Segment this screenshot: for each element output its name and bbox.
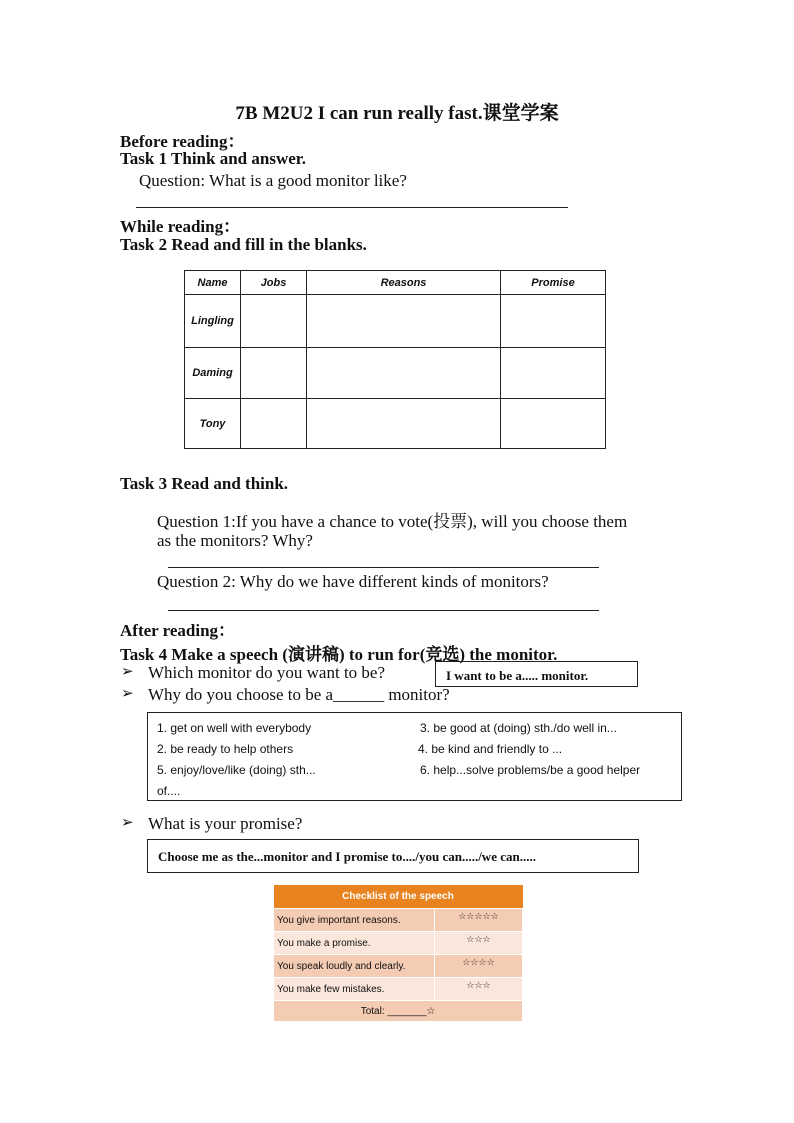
answer-line-1[interactable]: [136, 207, 568, 208]
arrow-bullet-icon: ➢: [121, 664, 134, 680]
answer-box-monitor-text: I want to be a..... monitor.: [446, 668, 589, 683]
checklist-item: You make few mistakes.: [274, 978, 435, 1001]
reason-item: of....: [157, 784, 181, 798]
task1-heading: Task 1 Think and answer.: [120, 149, 307, 168]
checklist-row: [274, 932, 523, 955]
task1-question: Question: What is a good monitor like?: [139, 171, 407, 190]
fill-in-table: [184, 270, 606, 449]
task3-heading: Task 3 Read and think.: [120, 474, 289, 493]
checklist-stars[interactable]: ☆☆☆: [435, 978, 523, 1001]
page-title: 7B M2U2 I can run really fast.课堂学案: [235, 103, 559, 124]
bullet-promise: What is your promise?: [148, 814, 303, 833]
while-reading-heading: While reading：: [120, 217, 241, 236]
checklist-stars[interactable]: ☆☆☆☆☆: [435, 909, 523, 932]
task2-heading: Task 2 Read and fill in the blanks.: [120, 235, 367, 254]
after-reading-heading: After reading：: [120, 621, 236, 640]
bullet-why-choose: Why do you choose to be a______ monitor?: [148, 685, 450, 704]
table-cell-reasons[interactable]: [307, 399, 501, 449]
table-cell-jobs[interactable]: [241, 399, 307, 449]
checklist-title: Checklist of the speech: [274, 885, 523, 909]
table-row-name: Daming: [185, 348, 241, 399]
arrow-bullet-icon: ➢: [121, 815, 134, 831]
task3-question1-line1: Question 1:If you have a chance to vote(投票), will you choose them: [157, 512, 628, 531]
answer-line-2[interactable]: [168, 567, 599, 568]
table-cell-jobs[interactable]: [241, 295, 307, 348]
arrow-bullet-icon: ➢: [121, 686, 134, 702]
checklist-stars[interactable]: ☆☆☆: [435, 932, 523, 955]
checklist-stars[interactable]: ☆☆☆☆: [435, 955, 523, 978]
table-row-name: Tony: [185, 399, 241, 449]
answer-box-promise-text: Choose me as the...monitor and I promise to..../you can...../we can.....: [158, 849, 536, 864]
checklist-item: You speak loudly and clearly.: [274, 955, 435, 978]
reason-item: 1. get on well with everybody: [157, 721, 312, 735]
checklist-row: [274, 978, 523, 1001]
speech-checklist: [273, 885, 523, 1022]
table-header-promise: Promise: [501, 271, 606, 295]
answer-line-3[interactable]: [168, 610, 599, 611]
reasons-box: [147, 712, 682, 801]
table-row-name: Lingling: [185, 295, 241, 348]
task3-question2: Question 2: Why do we have different kinds of monitors?: [157, 572, 549, 591]
table-header-name: Name: [185, 271, 241, 295]
task3-question1-line2: as the monitors? Why?: [157, 531, 313, 550]
checklist-total[interactable]: Total: _______☆: [274, 1001, 523, 1022]
checklist-row: [274, 909, 523, 932]
reason-item: 4. be kind and friendly to ...: [418, 742, 563, 756]
checklist-row: [274, 955, 523, 978]
reason-item: 2. be ready to help others: [157, 742, 294, 756]
table-cell-reasons[interactable]: [307, 295, 501, 348]
before-reading-heading: Before reading：: [120, 132, 245, 151]
table-header-jobs: Jobs: [241, 271, 307, 295]
table-header-reasons: Reasons: [307, 271, 501, 295]
table-cell-promise[interactable]: [501, 348, 606, 399]
reason-item: 5. enjoy/love/like (doing) sth...: [157, 763, 316, 777]
table-cell-promise[interactable]: [501, 399, 606, 449]
table-cell-reasons[interactable]: [307, 348, 501, 399]
bullet-which-monitor: Which monitor do you want to be?: [148, 663, 386, 682]
checklist-item: You make a promise.: [274, 932, 435, 955]
answer-box-promise[interactable]: [147, 839, 639, 873]
table-cell-promise[interactable]: [501, 295, 606, 348]
task4-heading: Task 4 Make a speech (演讲稿) to run for(竞选) the monitor.: [120, 645, 558, 664]
reason-item: 6. help...solve problems/be a good helper: [420, 763, 641, 777]
checklist-item: You give important reasons.: [274, 909, 435, 932]
answer-box-monitor[interactable]: [435, 661, 638, 687]
reason-item: 3. be good at (doing) sth./do well in...: [420, 721, 617, 735]
table-cell-jobs[interactable]: [241, 348, 307, 399]
